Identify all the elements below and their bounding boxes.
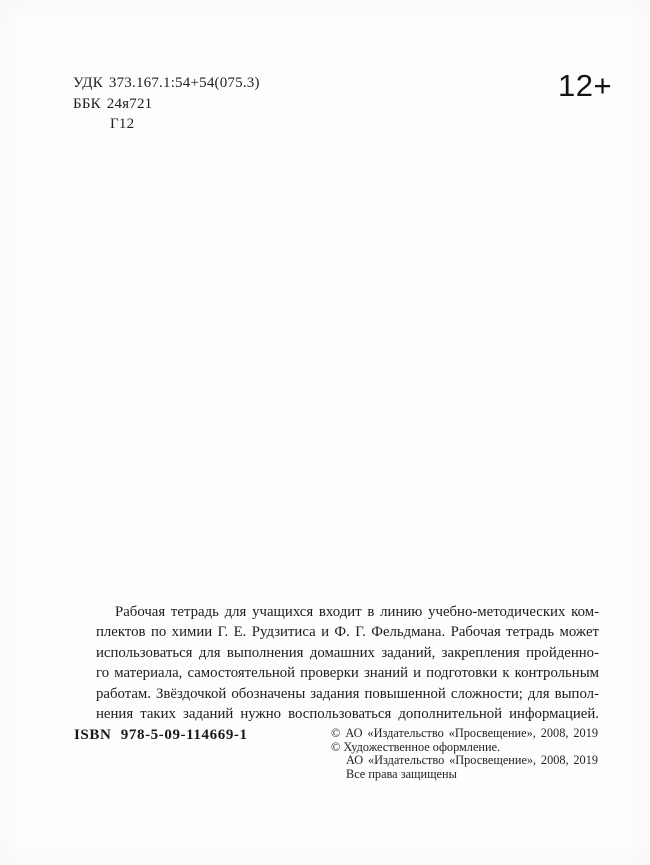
age-rating-badge: 12+ xyxy=(558,68,613,103)
isbn-number: ISBN 978-5-09-114669-1 xyxy=(74,727,248,743)
copyright-line: Все права защищены xyxy=(346,766,457,781)
copyright-line: © АО «Издательство «Просвещение», 2008, 2019 xyxy=(331,726,598,740)
annotation-line: нения таких заданий нужно воспользоваться дополнительной информацией. xyxy=(96,706,599,723)
copyright-line: АО «Издательство «Просвещение», 2008, 2019 xyxy=(346,753,598,767)
annotation-paragraph xyxy=(96,602,599,724)
author-mark: Г12 xyxy=(110,116,135,132)
copyright-line: © Художественное оформление. xyxy=(331,739,501,754)
annotation-line: использоваться для выполнения домашних заданий, закрепления пройденно- xyxy=(96,644,599,661)
annotation-line: го материала, самостоятельной проверки знаний и подготовки к контрольным xyxy=(96,665,599,682)
annotation-line: плектов по химии Г. Е. Рудзитиса и Ф. Г. Фельдмана. Рабочая тетрадь может xyxy=(96,624,599,641)
annotation-line: Рабочая тетрадь для учащихся входит в линию учебно-методических ком- xyxy=(115,604,599,620)
bbk-line: ББК 24я721 xyxy=(73,95,153,112)
classification-block xyxy=(73,73,260,135)
annotation-line: работам. Звёздочкой обозначены задания повышенной сложности; для выпол- xyxy=(96,685,599,702)
copyright-block xyxy=(331,727,598,781)
udc-line: УДК 373.167.1:54+54(075.3) xyxy=(73,75,260,91)
